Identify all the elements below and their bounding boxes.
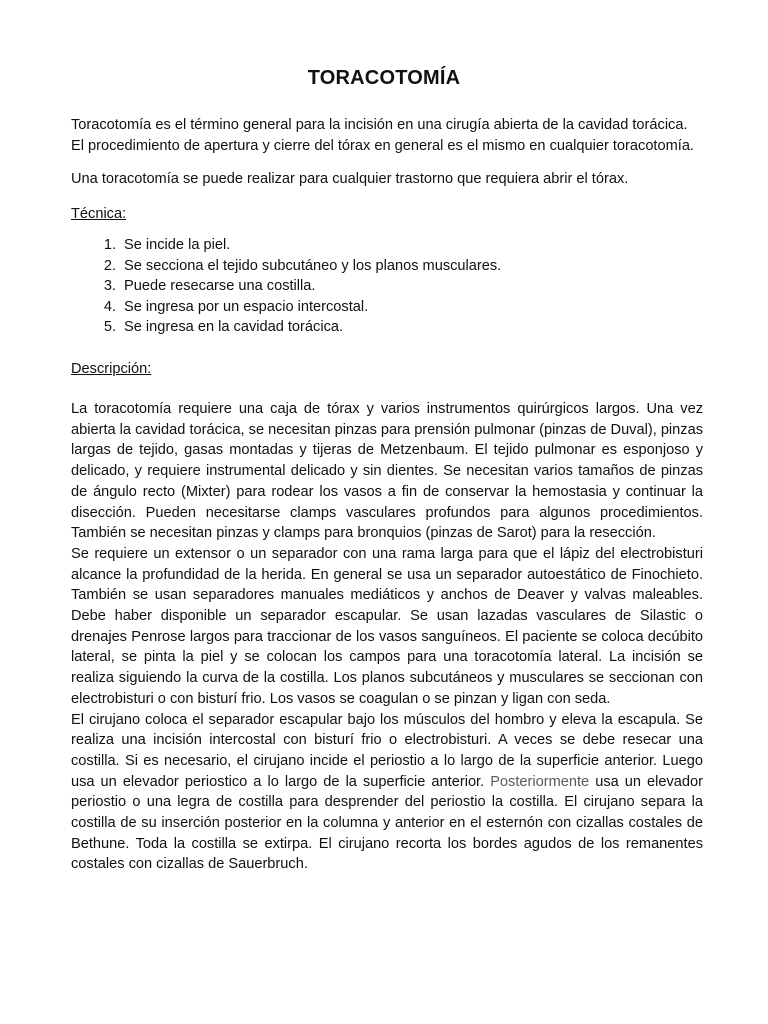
step-number: 2. — [103, 257, 116, 274]
step-number: 5. — [103, 319, 116, 336]
description-paragraph: Se requiere un extensor o un separador con una rama larga para que el lápiz del electrobisturi alcance la profundidad de la herida. En general se usa un separador autoestático de Finochieto. También se usan separadores manuales mediáticos y anchos de Deaver y valvas maleables. Debe haber disponible un separador escapular. Se usan lazadas vasculares de Silastic o drenajes Penrose largos para traccionar de los vasos sanguíneos. El paciente se coloca decúbito lateral, se pinta la piel y se colocan los campos para una toracotomía lateral. La incisión se realiza siguiendo la curva de la costilla. Los planos subcutáneos y musculares se seccionan con electrobisturi o con bisturí frio. Los vasos se coagulan o se pinzan y ligan con seda. — [71, 545, 703, 707]
step-text: Se ingresa en la cavidad torácica. — [124, 319, 344, 336]
intro-paragraph: Toracotomía es el término general para la incisión en una cirugía abierta de la cavidad torácica. El procedimiento de apertura y cierre del tórax en general es el mismo en cualquier toracotomía. — [71, 117, 694, 154]
technique-heading: Técnica: — [71, 206, 127, 222]
list-item — [71, 297, 703, 318]
description-heading: Descripción: — [71, 361, 152, 377]
document-title: TORACOTOMÍA — [307, 67, 461, 89]
step-text: Puede resecarse una costilla. — [124, 278, 316, 295]
description-body — [71, 399, 703, 875]
highlighted-word: Posteriormente — [490, 773, 590, 790]
description-paragraph — [71, 710, 703, 876]
indication-paragraph: Una toracotomía se puede realizar para cualquier trastorno que requiera abrir el tórax. — [71, 171, 629, 187]
technique-steps-list — [71, 235, 703, 338]
list-item — [71, 276, 703, 297]
step-number: 4. — [103, 298, 116, 315]
list-item — [71, 317, 703, 338]
list-item — [71, 235, 703, 256]
step-text: Se incide la piel. — [124, 237, 231, 253]
description-paragraph: La toracotomía requiere una caja de tórax y varios instrumentos quirúrgicos largos. Una vez abierta la cavidad torácica, se necesitan pinzas para prensión pulmonar (pinzas de Duval), pinzas largas de tejido, gasas montadas y tijeras de Metzenbaum. El tejido pulmonar es esponjoso y delicado, y requiere instrumental delicado y sin dientes. Se necesitan varios tamaños de pinzas de ángulo recto (Mixter) para rodear los vasos a fin de conservar la hemostasia y continuar la disección. Pueden necesitarse clamps vasculares profundos para algunos procedimientos. También se necesitan pinzas y clamps para bronquios (pinzas de Sarot) para la resección. — [71, 401, 703, 542]
step-number: 3. — [103, 278, 116, 295]
step-text: Se secciona el tejido subcutáneo y los planos musculares. — [124, 257, 502, 274]
description-text: usa un elevador periostio o una legra de costilla para desprender del periostio la costilla. El cirujano separa la costilla de su inserción posterior en la columna y anterior en el esternón con cizallas costales de Bethune. Toda la costilla se extirpa. El cirujano recorta los bordes agudos de los remanentes costales con cizallas de Sauerbruch. — [71, 773, 703, 873]
step-number: 1. — [103, 237, 116, 253]
description-text: El cirujano coloca el separador escapular bajo los músculos del hombro y eleva la escapula. Se realiza una incisión intercostal con bisturí frio o electrobisturi. A veces se debe resecar una costilla. Si es necesario, el cirujano incide el periostio a lo largo de la superficie anterior. Luego usa un elevador periostico a lo largo de la superficie anterior. — [71, 711, 703, 790]
list-item — [71, 256, 703, 277]
step-text: Se ingresa por un espacio intercostal. — [124, 298, 369, 315]
